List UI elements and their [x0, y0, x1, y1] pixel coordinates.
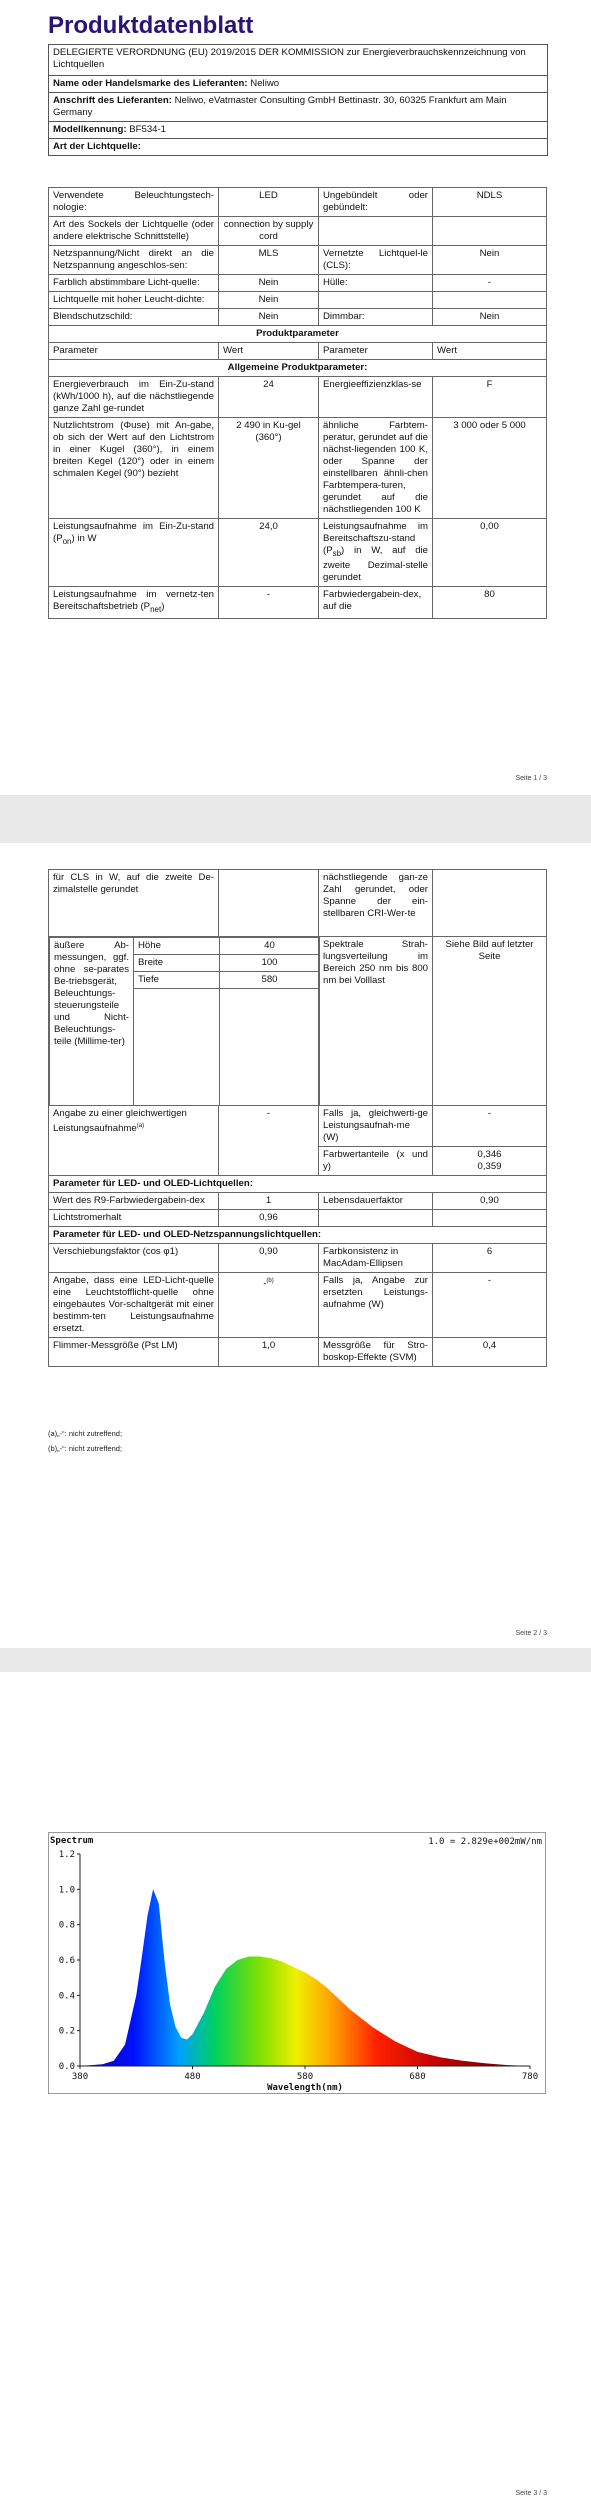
table-row [49, 586, 547, 618]
param-value: NDLS [433, 188, 547, 217]
param-label: Art des Sockels der Lichtquelle (oder andere elektrische Schnittstelle) [49, 217, 219, 246]
param-label: Verschiebungsfaktor (cos φ1) [49, 1244, 219, 1273]
section-product: Produktparameter [49, 326, 547, 343]
x-tick-label: 680 [409, 2072, 426, 2082]
param-value: Nein [433, 246, 547, 275]
param-label [319, 292, 433, 309]
param-label: Energieverbrauch im Ein-Zu-stand (kWh/1000 h), auf die nächstliegende ganze Zahl ge-rundet [49, 377, 219, 418]
table-row [49, 217, 547, 246]
param-label: Lichtstromerhalt [49, 1210, 219, 1227]
param-value: LED [219, 188, 319, 217]
page-1 [0, 0, 591, 795]
param-label: Blendschutzschild: [49, 309, 219, 326]
param-value: 6 [433, 1244, 547, 1273]
param-label: Vernetzte Lichtquel-le (CLS): [319, 246, 433, 275]
param-value: 24,0 [219, 519, 319, 587]
page2-table [48, 869, 547, 1367]
section-header-row [49, 1176, 547, 1193]
param-label: Netzspannung/Nicht direkt an die Netzspannung angeschlos-sen: [49, 246, 219, 275]
y-tick-label: 0.0 [58, 2062, 75, 2072]
param-value: connection by supply cord [219, 217, 319, 246]
page-2 [0, 843, 591, 1648]
param-value [433, 870, 547, 937]
section-header-row [49, 326, 547, 343]
table-row [49, 937, 547, 1106]
param-label: Leistungsaufnahme im Bereitschaftszu-stand $(P_{sb})$ in W, auf die zweite Dezimal-stelle gerundet [319, 519, 433, 587]
page-3 [0, 1672, 591, 2510]
param-value: F [433, 377, 547, 418]
chart-title: Spectrum [50, 1836, 94, 1846]
param-value: 1 [219, 1193, 319, 1210]
y-tick-label: 0.6 [58, 1956, 75, 1966]
supplier-name-row [49, 76, 547, 93]
dimensions-cell [49, 937, 319, 1106]
dimensions-table [49, 937, 320, 1105]
section-header-row [49, 360, 547, 377]
param-value: - [219, 1106, 319, 1176]
footnote-b: (b)„-“: nicht zutreffend; [48, 1444, 123, 1453]
param-label: Messgröße für Stro-boskop-Effekte (SVM) [319, 1338, 433, 1367]
param-value: 0,346 0,359 [433, 1147, 547, 1176]
param-value: Nein [219, 292, 319, 309]
supplier-address: Neliwo, eVatmaster Consulting GmbH Bettinastr. 30, 60325 Frankfurt am Main Germany [53, 95, 507, 118]
dim-name: Breite [134, 955, 220, 972]
column-header: Wert [433, 343, 547, 360]
column-header-row [49, 343, 547, 360]
param-label: nächstliegende gan-ze Zahl gerundet, oder Spanne der ein-stellbaren CRI-Wer-te [319, 870, 433, 937]
param-label: Lebensdauerfaktor [319, 1193, 433, 1210]
param-label: Angabe, dass eine LED-Licht-quelle eine Leuchtstofflicht-quelle ohne eingebautes Vor-schaltgerät mit einer bestimm-ten Leistungsaufnahme ersetzt. [49, 1273, 219, 1338]
type-row [49, 139, 547, 156]
section-led: Parameter für LED- und OLED-Lichtquellen: [49, 1176, 547, 1193]
x-tick-label: 480 [184, 2072, 201, 2082]
model-row [49, 122, 547, 139]
param-value: 24 [219, 377, 319, 418]
param-label: ähnliche Farbtem-peratur, gerundet auf die nächst-liegenden 100 K, oder Spanne der einstellbaren ähnli-chen Farbtempera-turen, gerundet auf die nächstliegenden 100 K [319, 418, 433, 519]
param-label: Farbwertanteile (x und y) [319, 1147, 433, 1176]
param-label: Ungebündelt oder gebündelt: [319, 188, 433, 217]
param-value [433, 1210, 547, 1227]
x-tick-label: 580 [296, 2072, 314, 2082]
param-label [319, 217, 433, 246]
column-header: Parameter [319, 343, 433, 360]
header-box [48, 44, 548, 156]
param-value: - [219, 586, 319, 618]
param-value: 0,90 [219, 1244, 319, 1273]
table-row [49, 1106, 547, 1147]
page-title: Produktdatenblatt [48, 12, 254, 39]
y-tick-label: 0.2 [58, 2026, 75, 2037]
page-number: Seite 1 / 3 [515, 775, 547, 782]
supplier-address-label: Anschrift des Lieferanten: [53, 95, 172, 106]
table-row [49, 246, 547, 275]
regulation-text: DELEGIERTE VERORDNUNG (EU) 2019/2015 DER KOMMISSION zur Energieverbrauchskennzeichnung von Lichtquellen [49, 45, 547, 76]
table-row [49, 309, 547, 326]
page1-table [48, 187, 547, 619]
model-label: Modellkennung: [53, 124, 127, 135]
param-value [433, 217, 547, 246]
param-value: 0,96 [219, 1210, 319, 1227]
param-label: Flimmer-Messgröße (Pst LM) [49, 1338, 219, 1367]
section-general: Allgemeine Produktparameter: [49, 360, 547, 377]
param-label: Lichtquelle mit hoher Leucht-dichte: [49, 292, 219, 309]
param-value: 0,90 [433, 1193, 547, 1210]
y-tick-label: 0.8 [58, 1920, 75, 1931]
param-label: Farbwiedergabein-dex, auf die [319, 586, 433, 618]
dim-value: 100 [220, 955, 320, 972]
table-row [49, 377, 547, 418]
table-row [49, 870, 547, 937]
table-row [49, 1244, 547, 1273]
param-value: Nein [219, 309, 319, 326]
supplier-name-label: Name oder Handelsmarke des Lieferanten: [53, 78, 248, 89]
spectrum-chart [48, 1832, 546, 2094]
param-label: Falls ja, gleichwerti-ge Leistungsaufnah-me (W) [319, 1106, 433, 1147]
y-tick-label: 1.0 [58, 1885, 75, 1896]
param-value: 2 490 in Ku-gel (360°) [219, 418, 319, 519]
x-axis-label: Wavelength(nm) [267, 2083, 343, 2093]
chart-annotation: 1.0 = 2.829e+002mW/nm [428, 1837, 542, 1847]
param-label: Farblich abstimmbare Licht-quelle: [49, 275, 219, 292]
type-label: Art der Lichtquelle: [53, 141, 141, 152]
table-row [49, 1193, 547, 1210]
column-header: Wert [219, 343, 319, 360]
supplier-address-row [49, 93, 547, 122]
param-value: - [433, 1273, 547, 1338]
param-label: Energieeffizienzklas-se [319, 377, 433, 418]
page-number: Seite 2 / 3 [515, 1630, 547, 1637]
dim-name: Tiefe [134, 972, 220, 989]
x-tick-label: 780 [521, 2072, 539, 2082]
param-label: Hülle: [319, 275, 433, 292]
param-value [219, 870, 319, 937]
x-tick-label: 380 [71, 2072, 89, 2082]
table-row [49, 418, 547, 519]
param-value: 0,4 [433, 1338, 547, 1367]
footnote-a: (a)„-“: nicht zutreffend; [48, 1429, 123, 1438]
param-label: Angabe zu einer gleichwertigen Leistungsaufnahme$^{(a)}$ [49, 1106, 219, 1176]
param-value: MLS [219, 246, 319, 275]
table-row [49, 1210, 547, 1227]
param-label [319, 1210, 433, 1227]
table-row [49, 519, 547, 587]
param-label: Wert des R9-Farbwiedergabein-dex [49, 1193, 219, 1210]
dim-name: Höhe [134, 938, 220, 955]
param-value: - [433, 1106, 547, 1147]
param-value: Siehe Bild auf letzter Seite [433, 937, 547, 1106]
section-header-row [49, 1227, 547, 1244]
table-row [49, 292, 547, 309]
param-value: 3 000 oder 5 000 [433, 418, 547, 519]
param-value: - [433, 275, 547, 292]
param-label: für CLS in W, auf die zweite De-zimalstelle gerundet [49, 870, 219, 937]
param-value: -$^{(b)}$ [219, 1273, 319, 1338]
param-label: Leistungsaufnahme im vernetz-ten Bereitschaftsbetrieb $(P_{net})$ [49, 586, 219, 618]
table-row [49, 1338, 547, 1367]
page-number: Seite 3 / 3 [515, 2490, 547, 2497]
param-label: Leistungsaufnahme im Ein-Zu-stand $(P_{on})$ in W [49, 519, 219, 587]
param-label: Dimmbar: [319, 309, 433, 326]
section-mains: Parameter für LED- und OLED-Netzspannungslichtquellen: [49, 1227, 547, 1244]
param-value: 1,0 [219, 1338, 319, 1367]
param-label: Farbkonsistenz in MacAdam-Ellipsen [319, 1244, 433, 1273]
dim-value: 580 [220, 972, 320, 989]
model-id: BF534-1 [129, 124, 167, 135]
column-header: Parameter [49, 343, 219, 360]
param-value [433, 292, 547, 309]
table-row [49, 275, 547, 292]
table-row [49, 188, 547, 217]
param-value: 80 [433, 586, 547, 618]
param-label: Spektrale Strah-lungsverteilung im Bereich 250 nm bis 800 nm bei Volllast [319, 937, 433, 1106]
y-tick-label: 0.4 [58, 1991, 75, 2002]
table-row [49, 1273, 547, 1338]
dim-value: 40 [220, 938, 320, 955]
param-value: Nein [433, 309, 547, 326]
supplier-name: Neliwo [250, 78, 280, 89]
param-value: 0,00 [433, 519, 547, 587]
param-value: Nein [219, 275, 319, 292]
dimensions-label: äußere Ab-messungen, ggf. ohne se-parates Be-triebsgerät, Beleuchtungs-steuerungsteile und Nicht-Beleuchtungs-teile (Millime-ter) [50, 938, 134, 1106]
param-label: Nutzlichtstrom (Φuse) mit An-gabe, ob sich der Wert auf den Lichtstrom in einer Kugel (360°), in einem breiten Kegel (120°) oder in einem schmalen Kegel (90°) bezieht [49, 418, 219, 519]
param-label: Falls ja, Angabe zur ersetzten Leistungs-aufnahme (W) [319, 1273, 433, 1338]
y-tick-label: 1.2 [58, 1850, 75, 1860]
param-label: Verwendete Beleuchtungstech-nologie: [49, 188, 219, 217]
